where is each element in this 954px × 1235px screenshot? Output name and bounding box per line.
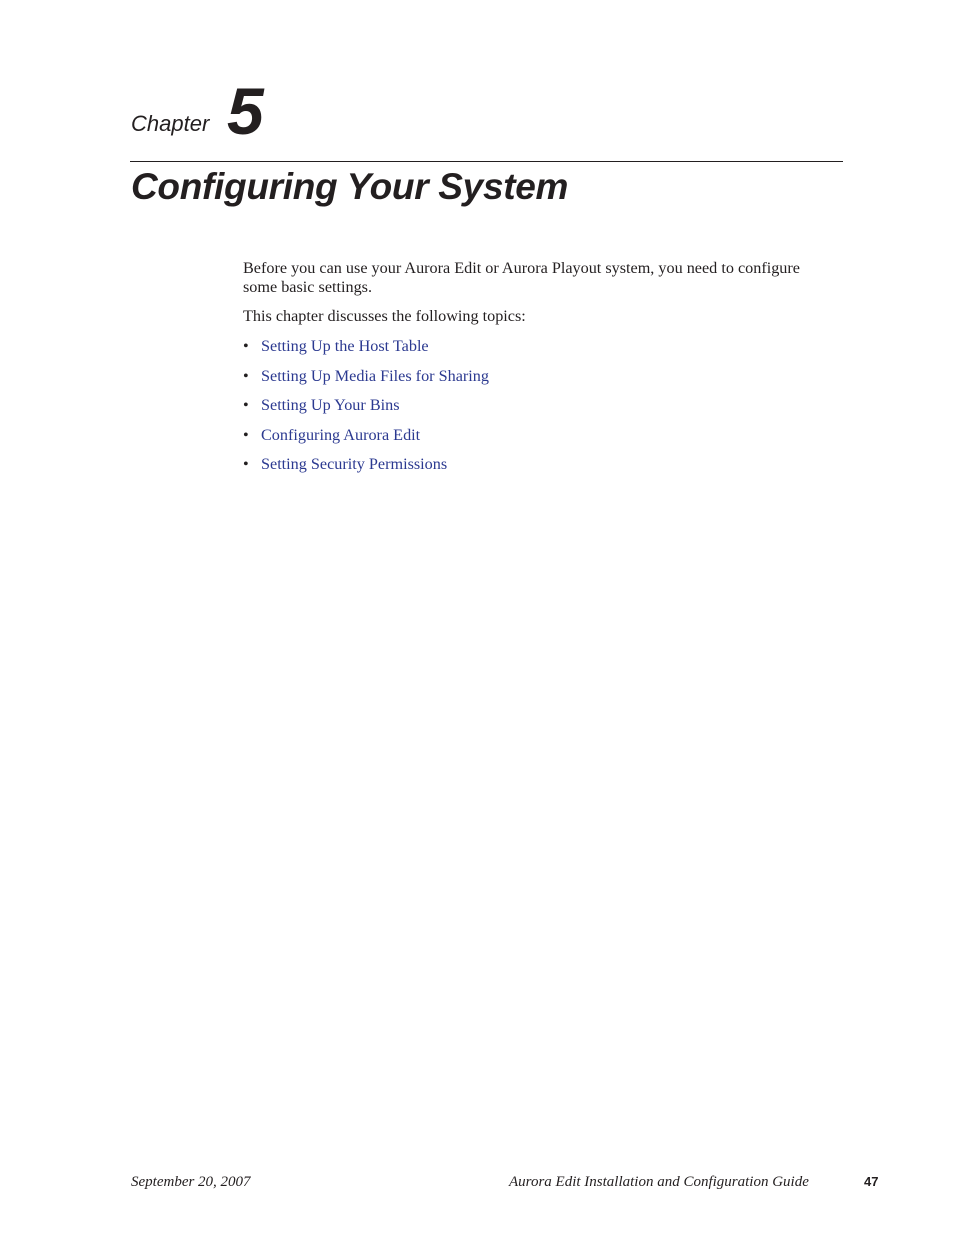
page-number: 47	[864, 1174, 879, 1189]
chapter-number: 5	[227, 74, 264, 148]
topic-link-bins[interactable]: Setting Up Your Bins	[261, 396, 400, 415]
topic-link-media-sharing[interactable]: Setting Up Media Files for Sharing	[261, 366, 489, 385]
topic-link-host-table[interactable]: Setting Up the Host Table	[261, 337, 429, 355]
topic-link-configuring-aurora-edit[interactable]: Configuring Aurora Edit	[261, 425, 421, 444]
topics-intro: This chapter discusses the following topics:	[243, 307, 526, 325]
chapter-label: Chapter	[131, 111, 210, 136]
topic-list	[243, 336, 489, 484]
footer-date: September 20, 2007	[131, 1174, 251, 1190]
list-item	[243, 425, 489, 455]
list-item	[243, 454, 489, 484]
intro-paragraph: Before you can use your Aurora Edit or Aurora Playout system, you need to configure some basic settings.	[243, 259, 800, 296]
bullet-icon: •	[243, 337, 249, 355]
footer-guide-title: Aurora Edit Installation and Configuration Guide	[509, 1174, 809, 1190]
list-item	[243, 336, 489, 366]
list-item	[243, 395, 489, 425]
bullet-icon: •	[243, 455, 249, 474]
bullet-icon: •	[243, 366, 249, 385]
chapter-divider	[130, 161, 843, 162]
bullet-icon: •	[243, 425, 249, 444]
topic-link-security-permissions[interactable]: Setting Security Permissions	[261, 455, 448, 474]
chapter-title: Configuring Your System	[131, 166, 569, 207]
bullet-icon: •	[243, 396, 249, 415]
list-item	[243, 366, 489, 396]
